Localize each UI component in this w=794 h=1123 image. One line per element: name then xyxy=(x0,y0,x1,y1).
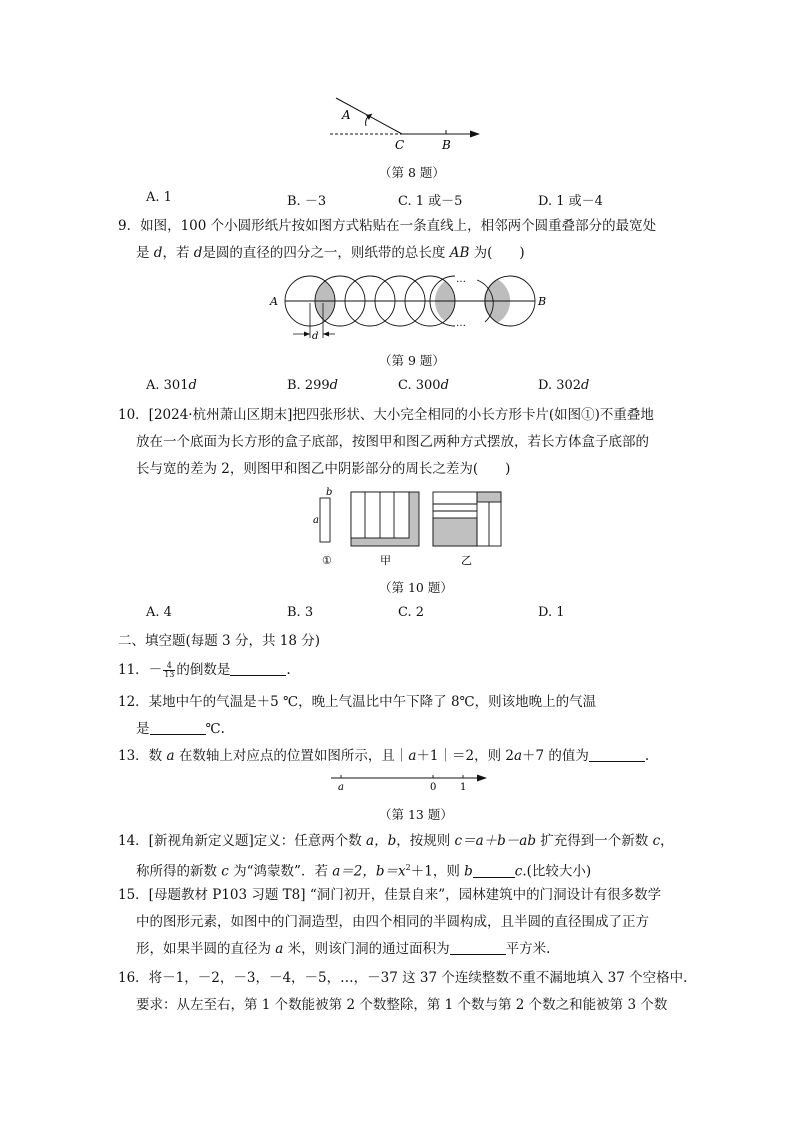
q15-line3: 形，如果半圆的直径为 a 米，则该门洞的通过面积为 平方米. xyxy=(136,941,551,957)
q15-line2: 中的图形元素，如图中的门洞造型，由四个相同的半圆构成，且半圆的直径围成了正方 xyxy=(136,914,649,930)
q10-option-d: D. 1 xyxy=(538,605,565,620)
q11-blank xyxy=(230,661,286,676)
q8-option-d: D. 1 或－4 xyxy=(538,194,603,209)
q8-label-B: B xyxy=(442,138,451,152)
q13-label-zero: 0 xyxy=(430,782,437,793)
section-title: 二、填空题(每题 3 分，共 18 分) xyxy=(118,633,320,649)
q13-blank xyxy=(589,747,645,762)
q8-option-b: B. －3 xyxy=(287,194,327,209)
q10-label-b: b xyxy=(326,487,333,498)
q9-dots-top: … xyxy=(456,274,466,285)
q8-option-a: A. 1 xyxy=(146,190,172,205)
q10-option-a: A. 4 xyxy=(146,605,172,620)
q10-figure xyxy=(305,484,505,570)
q15-line1: 15．[母题教材 P103 习题 T8] “洞门初开，佳景自来”，园林建筑中的门洞设计有很多数学 xyxy=(118,887,662,903)
q10-label-one: ① xyxy=(322,554,332,567)
q9-label-d: d xyxy=(312,331,319,342)
q9-option-a: A. 301d xyxy=(146,378,197,393)
q10-label-jia: 甲 xyxy=(380,554,391,567)
q8-label-A: A xyxy=(342,108,351,122)
q9-option-c: C. 300d xyxy=(398,378,449,393)
q16-line2: 要求：从左至右，第 1 个数能被第 2 个数整除，第 1 个数与第 2 个数之和能被第 3 个数 xyxy=(136,997,668,1013)
q14-blank xyxy=(473,863,515,878)
q14-line1: 14．[新视角新定义题]定义：任意两个数 a，b，按规则 c＝a＋b－ab 扩充得到一个新数 c， xyxy=(118,833,674,849)
q9-dots-bottom: … xyxy=(456,318,466,329)
q13-line1: 13．数 a 在数轴上对应点的位置如图所示，且｜a＋1｜＝2，则 2a＋7 的值为 . xyxy=(118,748,650,764)
q8-caption: （第 8 题） xyxy=(379,165,445,180)
q8-option-c: C. 1 或－5 xyxy=(398,194,463,209)
q10-line1: 10．[2024·杭州萧山区期末]把四张形状、大小完全相同的小长方形卡片(如图①)不重叠地 xyxy=(118,407,654,423)
q8-figure xyxy=(320,90,500,152)
q10-label-a: a xyxy=(313,515,319,526)
q15-blank xyxy=(450,940,506,955)
q9-option-d: D. 302d xyxy=(538,378,590,393)
q11-fraction: $\frac{4}{13}$ xyxy=(164,661,175,679)
q9-caption: （第 9 题） xyxy=(379,353,445,368)
q12-blank xyxy=(150,720,206,735)
q9-label-B: B xyxy=(538,295,547,308)
q16-line1: 16．将－1，－2，－3，－4，－5，…，－37 这 37 个连续整数不重不漏地填入 37 个空格中. xyxy=(118,970,688,986)
q13-label-a: a xyxy=(338,782,344,793)
q10-option-b: B. 3 xyxy=(287,605,314,620)
q13-label-one: 1 xyxy=(460,782,467,793)
q12-line1: 12．某地中午的气温是＋5 ℃，晚上气温比中午下降了 8℃，则该地晚上的气温 xyxy=(118,694,597,710)
q10-option-c: C. 2 xyxy=(398,605,425,620)
q8-label-C: C xyxy=(395,138,405,152)
q10-line3: 长与宽的差为 2，则图甲和图乙中阴影部分的周长之差为( ) xyxy=(136,461,511,477)
q9-line2: 是 d，若 d是圆的直径的四分之一，则纸带的总长度 AB 为( ) xyxy=(136,245,525,261)
q13-number-line xyxy=(325,770,495,794)
q11: 11．－ $\frac{4}{13}$ 的倒数是 . xyxy=(118,661,291,679)
q9-figure xyxy=(265,268,550,346)
q10-line2: 放在一个底面为长方形的盒子底部，按图甲和图乙两种方式摆放，若长方体盒子底部的 xyxy=(136,434,649,450)
q10-caption: （第 10 题） xyxy=(379,580,453,595)
q9-line1: 9．如图，100 个小圆形纸片按如图方式粘贴在一条直线上，相邻两个圆重叠部分的最宽处 xyxy=(118,218,657,234)
q10-label-yi: 乙 xyxy=(461,554,472,567)
q14-line2: 称所得的新数 c 为“鸿蒙数”．若 a＝2，$b=x^2+1$，则 b c.(比较大小) xyxy=(136,863,592,880)
q12-line2: 是 ℃. xyxy=(136,721,225,737)
q9-label-A: A xyxy=(270,295,278,308)
q13-caption: （第 13 题） xyxy=(379,807,453,822)
q9-option-b: B. 299d xyxy=(287,378,338,393)
